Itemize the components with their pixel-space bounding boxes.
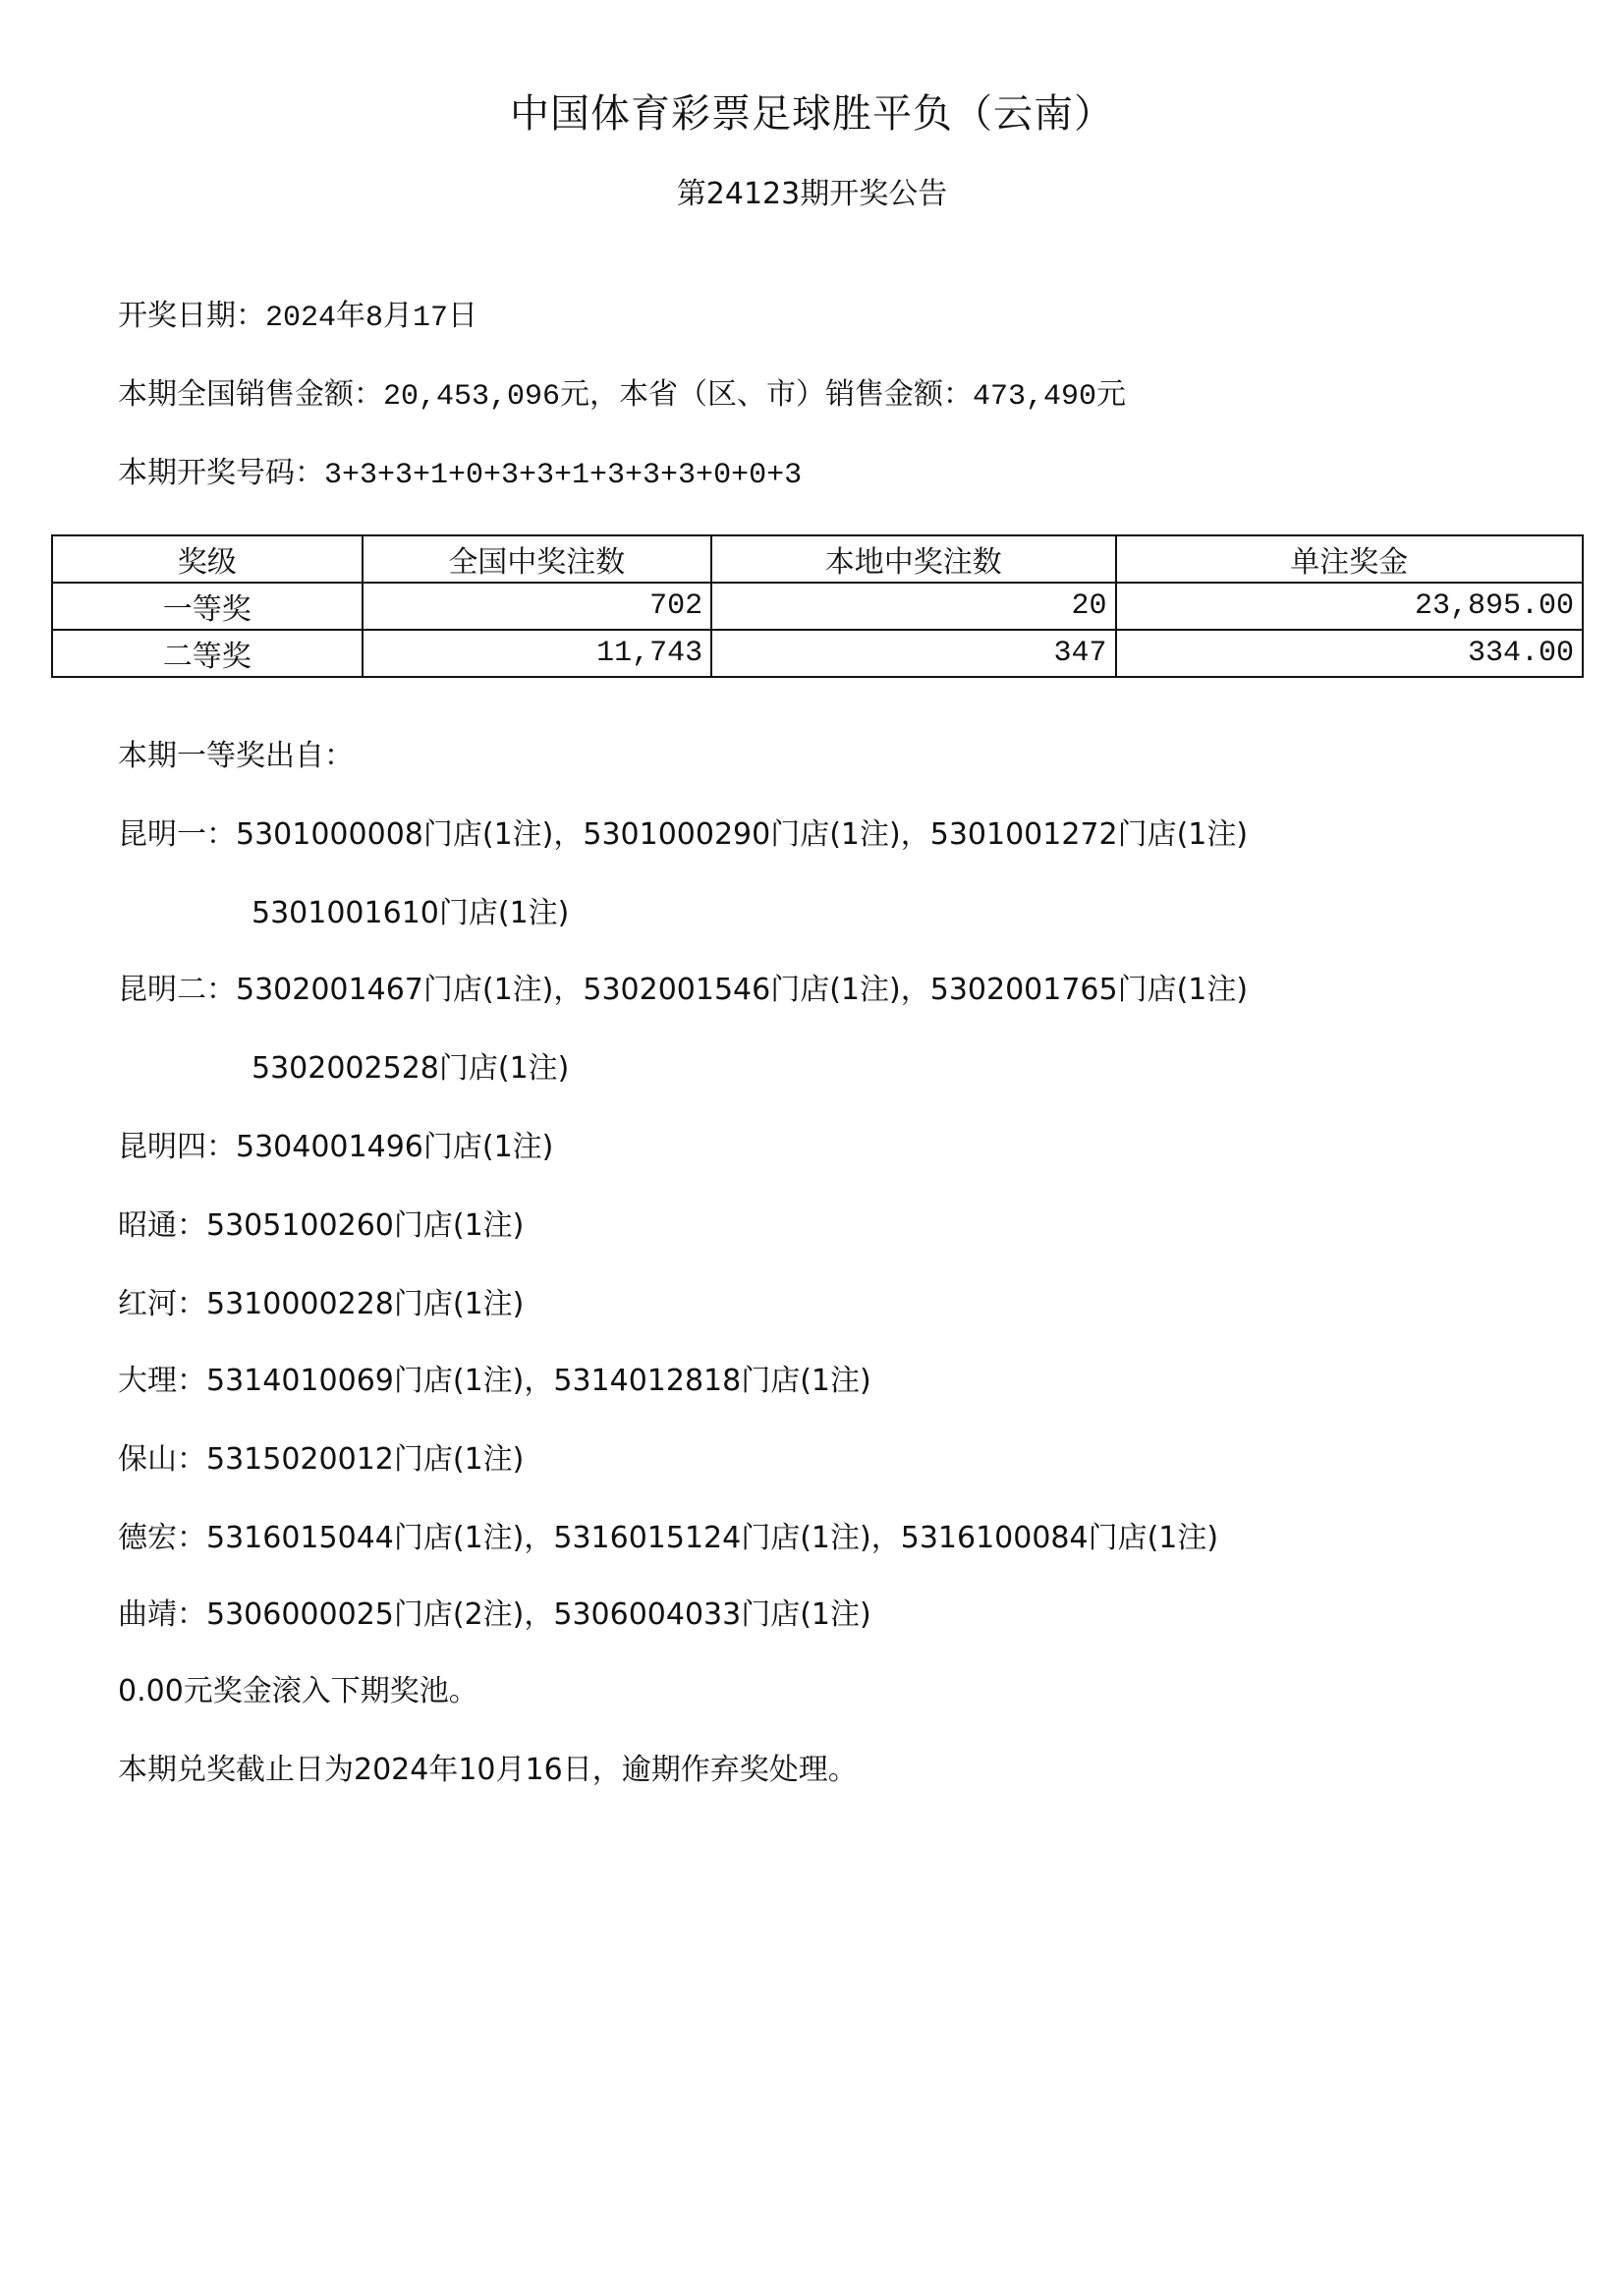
- winner-line: 5302002528门店(1注): [252, 1051, 570, 1086]
- winner-line: 昆明一：5301000008门店(1注)，5301000290门店(1注)，5301001272门店(1注): [118, 817, 1249, 852]
- prize-table: [51, 534, 1584, 678]
- national-winners-cell: 11,743: [363, 630, 712, 677]
- sales-separator: ，本省（区、市）销售金额：: [589, 377, 974, 412]
- sales-label: 本期全国销售金额：: [118, 377, 383, 412]
- winner-line: 昆明四：5304001496门店(1注): [118, 1130, 554, 1164]
- winner-line: 曲靖：5306000025门店(2注)，5306004033门店(1注): [118, 1597, 871, 1632]
- sales-province-value: 473,490元: [973, 380, 1127, 414]
- winner-line: 红河：5310000228门店(1注): [118, 1287, 525, 1321]
- winner-line: 昆明二：5302001467门店(1注)，5302001546门店(1注)，5302001765门店(1注): [118, 973, 1249, 1007]
- national-winners-cell: 702: [363, 583, 712, 630]
- prize-amount-cell: 23,895.00: [1116, 583, 1584, 630]
- column-header: 全国中奖注数: [363, 535, 712, 583]
- winners-heading: 本期一等奖出自：: [118, 739, 354, 773]
- prize-level-cell: 二等奖: [52, 630, 363, 677]
- sales-line: [118, 369, 1126, 414]
- deadline-note: 本期兑奖截止日为2024年10月16日，逾期作弃奖处理。: [118, 1753, 858, 1787]
- numbers-label: 本期开奖号码：: [118, 456, 324, 490]
- winner-line: 德宏：5316015044门店(1注)，5316015124门店(1注)，5316100084门店(1注): [118, 1521, 1219, 1555]
- local-winners-cell: 20: [711, 583, 1115, 630]
- prize-amount-cell: 334.00: [1116, 630, 1584, 677]
- page-title: 中国体育彩票足球胜平负（云南）: [510, 91, 1114, 137]
- table-row: [52, 583, 1583, 630]
- page-subtitle: 第24123期开奖公告: [676, 177, 948, 211]
- local-winners-cell: 347: [711, 630, 1115, 677]
- draw-date-value: 2024年8月17日: [265, 302, 478, 335]
- rollover-note: 0.00元奖金滚入下期奖池。: [118, 1674, 478, 1708]
- table-row: [52, 630, 1583, 677]
- numbers-value: 3+3+3+1+0+3+3+1+3+3+3+0+0+3: [324, 459, 803, 492]
- column-header: 本地中奖注数: [711, 535, 1115, 583]
- numbers-line: [118, 448, 802, 492]
- sales-national-value: 20,453,096元: [383, 380, 590, 414]
- winner-line: 昭通：5305100260门店(1注): [118, 1208, 525, 1243]
- table-header-row: [52, 535, 1583, 583]
- draw-date-line: [118, 291, 477, 335]
- winner-line: 保山：5315020012门店(1注): [118, 1442, 525, 1477]
- column-header: 单注奖金: [1116, 535, 1584, 583]
- winner-line: 大理：5314010069门店(1注)，5314012818门店(1注): [118, 1364, 871, 1398]
- winner-line: 5301001610门店(1注): [252, 896, 570, 930]
- draw-date-label: 开奖日期：: [118, 299, 265, 333]
- column-header: 奖级: [52, 535, 363, 583]
- prize-level-cell: 一等奖: [52, 583, 363, 630]
